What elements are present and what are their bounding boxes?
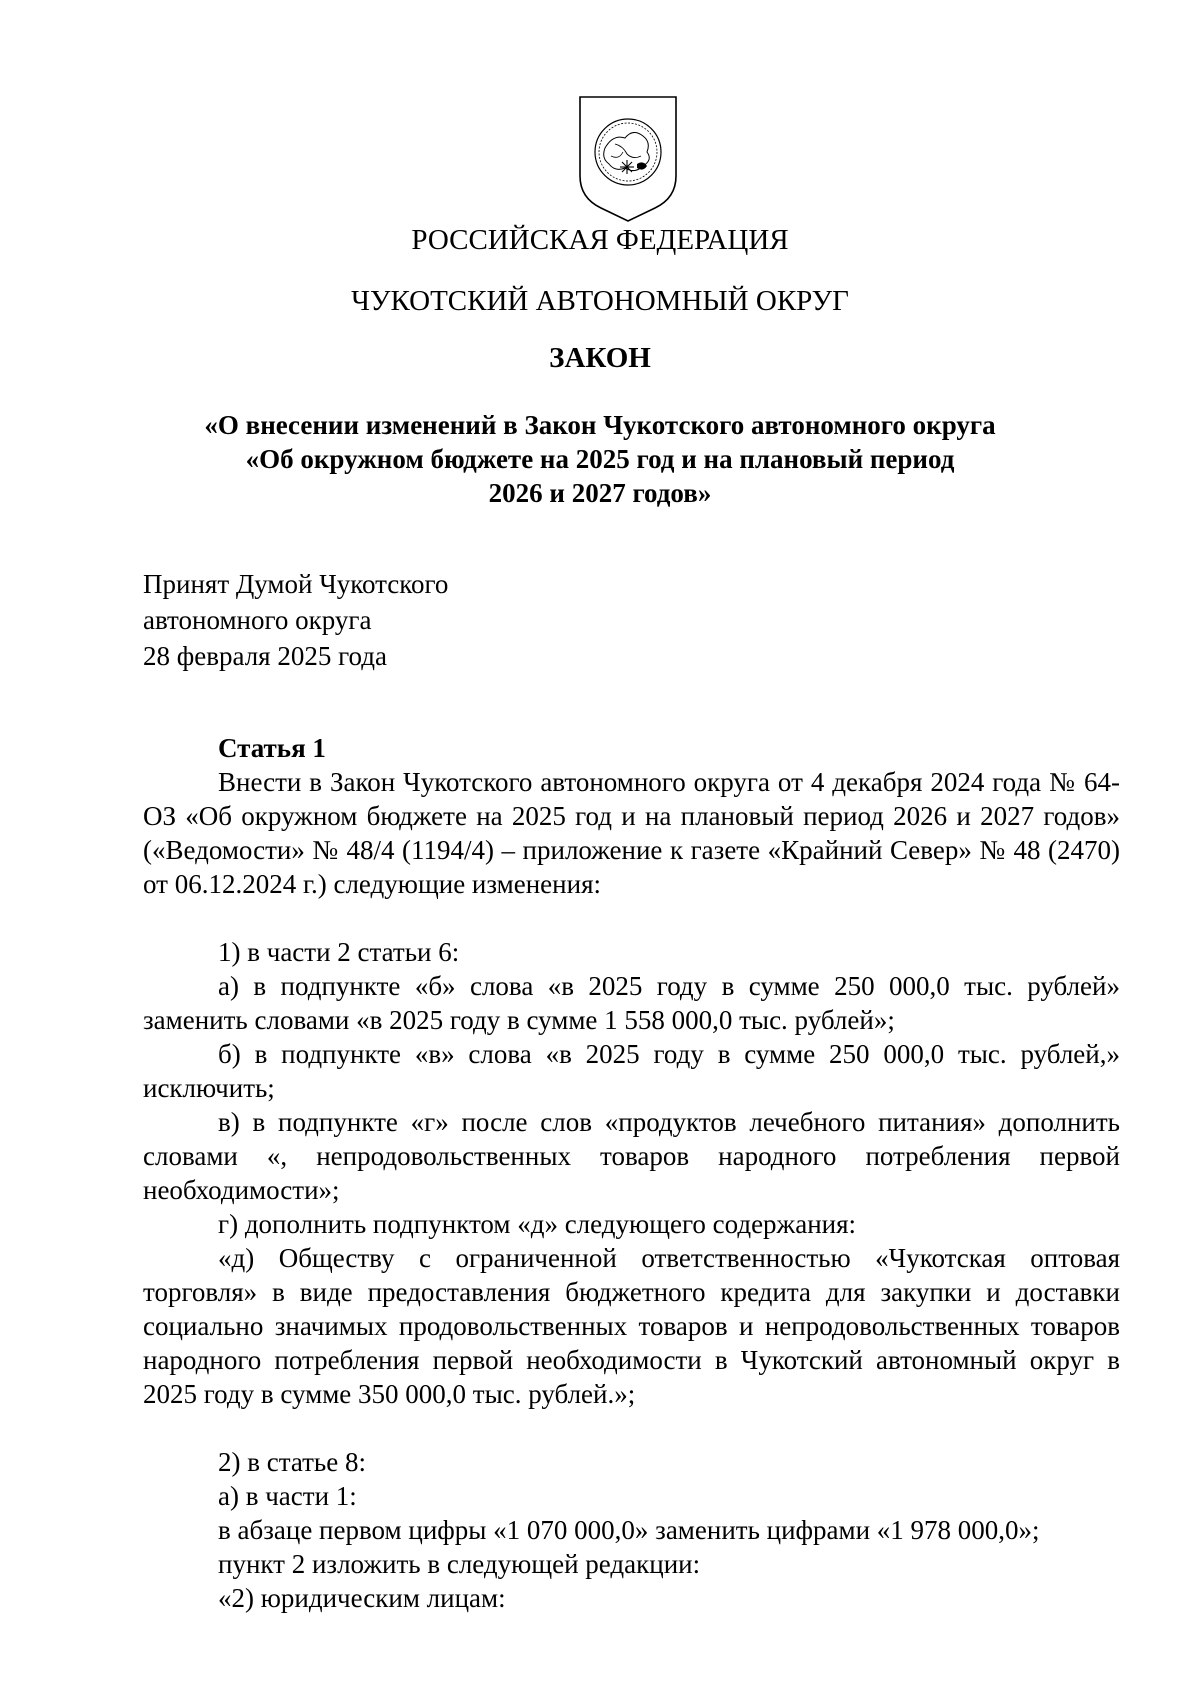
item-2-a-line-3: «2) юридическим лицам: (218, 1583, 506, 1613)
item-1-g: г) дополнить подпунктом «д» следующего содержания: (218, 1209, 857, 1239)
coat-of-arms-emblem (577, 94, 679, 224)
item-2-a: а) в части 1: (218, 1481, 357, 1511)
law-title-line: «Об окружном бюджете на 2025 год и на плановый период (245, 444, 955, 474)
item-1-v: в) в подпункте «г» после слов «продуктов лечебного питания» дополнить словами «, непродовольственных товаров народного потребления первой необходимости»; (143, 1107, 1120, 1205)
law-title-line: 2026 и 2027 годов» (488, 478, 712, 508)
adoption-line: Принят Думой Чукотского (143, 569, 449, 599)
law-title-line: «О внесении изменений в Закон Чукотского автономного округа (204, 410, 996, 440)
adoption-date: 28 февраля 2025 года (143, 641, 387, 671)
adoption-line: автономного округа (143, 605, 372, 635)
law-title (0, 408, 1200, 510)
article-body (143, 765, 1120, 1615)
item-1-a: а) в подпункте «б» слова «в 2025 году в сумме 250 000,0 тыс. рублей» заменить словами «в 2025 году в сумме 1 558 000,0 тыс. рублей»; (143, 971, 1120, 1035)
item-2-a-line-1: в абзаце первом цифры «1 070 000,0» заменить цифрами «1 978 000,0»; (218, 1515, 1040, 1545)
article-intro: Внести в Закон Чукотского автономного округа от 4 декабря 2024 года № 64-ОЗ «Об окружном бюджете на 2025 год и на плановый период 2026 и 2027 годов» («Ведомости» № 48/4 (1194/4) – приложение к газете «Крайний Север» № 48 (2470) от 06.12.2024 г.) следующие изменения: (143, 767, 1120, 899)
item-2-a-line-2: пункт 2 изложить в следующей редакции: (218, 1549, 701, 1579)
country-heading: РОССИЙСКАЯ ФЕДЕРАЦИЯ (411, 224, 789, 256)
item-1-heading: 1) в части 2 статьи 6: (218, 937, 460, 967)
region-heading: ЧУКОТСКИЙ АВТОНОМНЫЙ ОКРУГ (351, 285, 849, 317)
document-type-heading: ЗАКОН (549, 342, 651, 374)
article-title: Статья 1 (218, 733, 326, 763)
adoption-block (143, 566, 448, 674)
item-2-heading: 2) в статье 8: (218, 1447, 366, 1477)
item-1-b: б) в подпункте «в» слова «в 2025 году в сумме 250 000,0 тыс. рублей,» исключить; (143, 1039, 1120, 1103)
item-1-d: «д) Обществу с ограниченной ответственностью «Чукотская оптовая торговля» в виде предоставления бюджетного кредита для закупки и доставки социально значимых продовольственных товаров и непродовольственных товаров народного потребления первой необходимости в Чукотский автономный округ в 2025 году в сумме 350 000,0 тыс. рублей.»; (143, 1243, 1120, 1409)
